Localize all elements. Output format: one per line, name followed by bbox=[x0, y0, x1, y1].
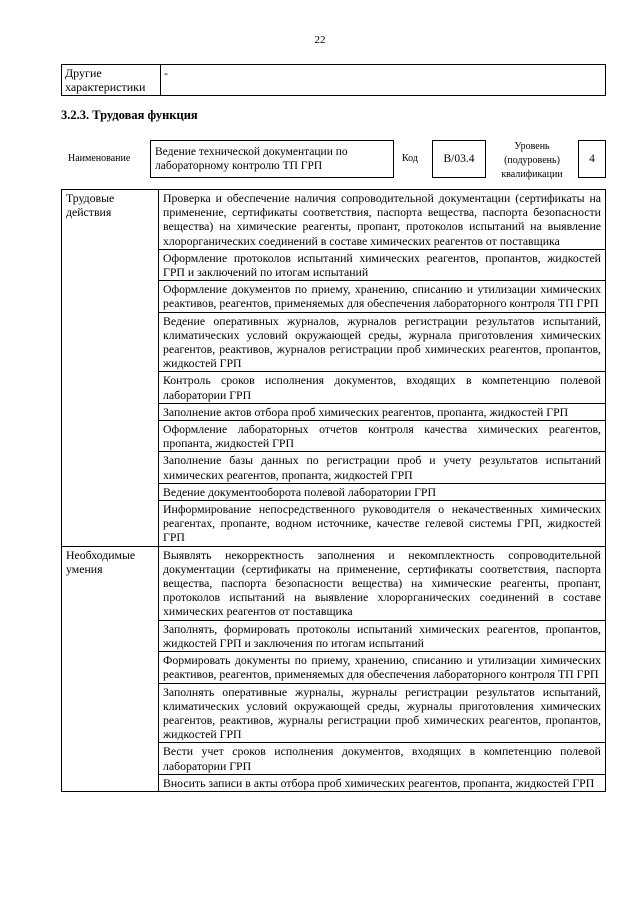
labor-action-item: Заполнение актов отбора проб химических реагентов, пропанта, жидкостей ГРП bbox=[159, 403, 606, 420]
labor-action-item: Ведение оперативных журналов, журналов регистрации результатов испытаний, климатических условий окружающей среды, журнала приготовления химических реагентов, реактивов, журналов регистрации проб химических реагентов, пропантов, жидкостей ГРП bbox=[159, 312, 606, 372]
name-label: Наименование bbox=[68, 153, 131, 164]
skill-item: Заполнять, формировать протоколы испытаний химических реагентов, пропантов, жидкостей ГРП и заключения по итогам испытаний bbox=[159, 620, 606, 651]
skill-item: Выявлять некорректность заполнения и некомплектность сопроводительной документации (сертификаты на применение, сертификаты соответствия, паспорта вещества, паспорта безопасности вещества) на химические реагенты, пропант, протоколов испытаний на выявление хлорорганических соединений в составе химических реагентов от поставщика bbox=[159, 546, 606, 620]
name-value-box bbox=[150, 140, 394, 178]
labor-action-item: Проверка и обеспечение наличия сопроводительной документации (сертификаты на применение, сертификаты соответствия, паспорта вещества, паспорта безопасности вещества) на химические реагенты, пропант, протоколов испытаний на выявление хлорорганических соединений в составе химических реагентов от поставщика bbox=[159, 190, 606, 250]
labor-action-item: Оформление документов по приему, хранению, списанию и утилизации химических реактивов, реагентов, применяемых для обеспечения лабораторного контроля ТП ГРП bbox=[159, 281, 606, 312]
required-skills-label: Необходимые умения bbox=[62, 546, 159, 791]
page-number: 22 bbox=[314, 34, 326, 46]
function-table bbox=[61, 189, 606, 792]
labor-actions-label: Трудовые действия bbox=[62, 190, 159, 547]
labor-action-item: Оформление протоколов испытаний химических реагентов, пропантов, жидкостей ГРП и заключений по итогам испытаний bbox=[159, 249, 606, 280]
table-row bbox=[62, 546, 606, 620]
code-label: Код bbox=[402, 153, 418, 164]
skill-item: Вести учет сроков исполнения документов, входящих в компетенцию полевой лаборатории ГРП bbox=[159, 743, 606, 774]
level-label: Уровень (подуровень) квалификации bbox=[501, 141, 563, 180]
other-characteristics-value: - bbox=[161, 65, 606, 96]
skill-item: Формировать документы по приему, хранению, списанию и утилизации химических реактивов, реагентов, применяемых для обеспечения лабораторного контроля ТП ГРП bbox=[159, 652, 606, 683]
skill-item: Вносить записи в акты отбора проб химических реагентов, пропанта, жидкостей ГРП bbox=[159, 774, 606, 791]
labor-action-item: Оформление лабораторных отчетов контроля качества химических реагентов, пропанта, жидкостей ГРП bbox=[159, 421, 606, 452]
skill-item: Заполнять оперативные журналы, журналы регистрации результатов испытаний, климатических условий окружающей среды, журналы приготовления химических реагентов, реактивов, журналы регистрации проб химических реагентов, пропантов, жидкостей ГРП bbox=[159, 683, 606, 743]
code-value: В/03.4 bbox=[443, 153, 475, 165]
other-characteristics-label: Другие характеристики bbox=[62, 65, 161, 96]
section-title: 3.2.3. Трудовая функция bbox=[61, 108, 198, 122]
code-value-box bbox=[432, 140, 486, 178]
other-characteristics-table bbox=[61, 64, 606, 96]
labor-action-item: Информирование непосредственного руководителя о некачественных химических реагентах, пропанте, водном источнике, качестве гелевой системы ГРП, жидкостей ГРП bbox=[159, 501, 606, 547]
name-value: Ведение технической документации по лабораторному контролю ТП ГРП bbox=[155, 146, 348, 172]
labor-action-item: Ведение документооборота полевой лаборатории ГРП bbox=[159, 483, 606, 500]
level-value-box bbox=[578, 140, 606, 178]
labor-action-item: Заполнение базы данных по регистрации проб и учету результатов испытаний химических реагентов, пропанта, жидкостей ГРП bbox=[159, 452, 606, 483]
labor-action-item: Контроль сроков исполнения документов, входящих в компетенцию полевой лаборатории ГРП bbox=[159, 372, 606, 403]
table-row bbox=[62, 190, 606, 250]
level-value: 4 bbox=[589, 153, 595, 165]
